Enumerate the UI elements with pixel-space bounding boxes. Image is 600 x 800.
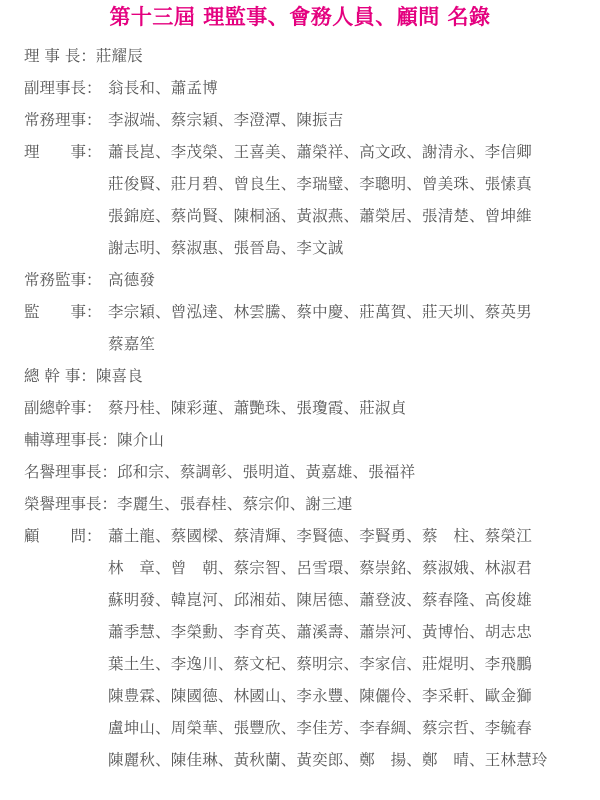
- roster-entry: [24, 136, 584, 264]
- role-label: 顧 問：: [24, 527, 102, 545]
- role-label: 榮譽理事長：: [24, 495, 118, 513]
- member-name-line: 蕭季慧、李榮勳、李育英、蕭溪壽、蕭崇河、黃博怡、胡志忠: [108, 623, 532, 641]
- member-name-line: 蘇明發、韓崑河、邱湘茹、陳居德、蕭登波、蔡春隆、高俊雄: [108, 591, 532, 609]
- member-name-line: 陳麗秋、陳佳琳、黃秋蘭、黃奕郎、鄭 揚、鄭 晴、王林慧玲: [108, 751, 548, 769]
- member-name-line: 葉土生、李逸川、蔡文杞、蔡明宗、李家信、莊焜明、李飛鵬: [108, 655, 532, 673]
- roster-entry: [24, 392, 584, 424]
- roster-entry: [24, 424, 584, 456]
- member-name-line: 高德發: [108, 271, 156, 289]
- member-name-line: 陳介山: [117, 431, 165, 449]
- role-label: 輔導理事長：: [24, 431, 118, 449]
- member-name-line: 陳喜良: [95, 367, 143, 385]
- roster-entry: [24, 456, 584, 488]
- roster-entry: [24, 264, 584, 296]
- member-name-line: 李宗穎、曾泓達、林雲騰、蔡中慶、莊萬賀、莊天圳、蔡英男: [108, 303, 532, 321]
- roster-entry: [24, 72, 584, 104]
- member-names: [108, 520, 584, 776]
- member-names: [108, 296, 584, 360]
- role-label: 總 幹 事：: [24, 367, 96, 385]
- role-label: 常務理事：: [24, 111, 102, 129]
- member-names: [117, 456, 584, 488]
- page-title: 第十三屆 理監事、會務人員、顧問 名錄: [109, 5, 491, 29]
- member-name-line: 蔡丹桂、陳彩蓮、蕭艷珠、張瓊霞、莊淑貞: [108, 399, 407, 417]
- member-name-line: 李麗生、張春桂、蔡宗仰、謝三連: [117, 495, 353, 513]
- member-name-line: 莊耀辰: [95, 47, 143, 65]
- member-name-line: 李淑端、蔡宗穎、李澄潭、陳振吉: [108, 111, 344, 129]
- member-names: [108, 392, 584, 424]
- role-label: 常務監事：: [24, 271, 102, 289]
- member-name-line: 蔡嘉笙: [108, 335, 156, 353]
- member-name-line: 謝志明、蔡淑惠、張晉島、李文誠: [108, 239, 344, 257]
- roster-entry: [24, 104, 584, 136]
- role-label: 名譽理事長：: [24, 463, 118, 481]
- roster-list: [24, 40, 584, 776]
- member-name-line: 陳豊霖、陳國德、林國山、李永豐、陳儷伶、李采軒、歐金獅: [108, 687, 532, 705]
- member-names: [108, 72, 584, 104]
- member-name-line: 蕭長崑、李茂榮、王喜美、蕭榮祥、高文政、謝清永、李信卿: [108, 143, 532, 161]
- role-label: 副總幹事：: [24, 399, 102, 417]
- member-name-line: 蕭土龍、蔡國樑、蔡清輝、李賢德、李賢勇、蔡 柱、蔡榮江: [108, 527, 532, 545]
- roster-entry: [24, 488, 584, 520]
- member-name-line: 莊俊賢、莊月碧、曾良生、李瑞璧、李聰明、曾美珠、張愫真: [108, 175, 532, 193]
- role-label: 副理事長：: [24, 79, 102, 97]
- roster-entry: [24, 520, 584, 776]
- roster-entry: [24, 296, 584, 360]
- member-names: [117, 488, 584, 520]
- member-names: [108, 104, 584, 136]
- member-names: [96, 360, 584, 392]
- member-names: [108, 136, 584, 264]
- role-label: 理 事：: [24, 143, 102, 161]
- member-name-line: 張錦庭、蔡尚賢、陳桐涵、黃淑燕、蕭榮居、張清楚、曾坤維: [108, 207, 532, 225]
- roster-entry: [24, 360, 584, 392]
- member-names: [117, 424, 584, 456]
- member-name-line: 盧坤山、周榮華、張豐欣、李佳芳、李春綢、蔡宗哲、李毓春: [108, 719, 532, 737]
- role-label: 理 事 長：: [24, 47, 96, 65]
- role-label: 監 事：: [24, 303, 102, 321]
- member-name-line: 邱和宗、蔡調彰、張明道、黃嘉雄、張福祥: [117, 463, 416, 481]
- member-name-line: 翁長和、蕭孟博: [108, 79, 218, 97]
- member-names: [108, 264, 584, 296]
- member-name-line: 林 章、曾 朝、蔡宗智、呂雪環、蔡崇銘、蔡淑娥、林淑君: [108, 559, 532, 577]
- roster-entry: [24, 40, 584, 72]
- member-names: [96, 40, 584, 72]
